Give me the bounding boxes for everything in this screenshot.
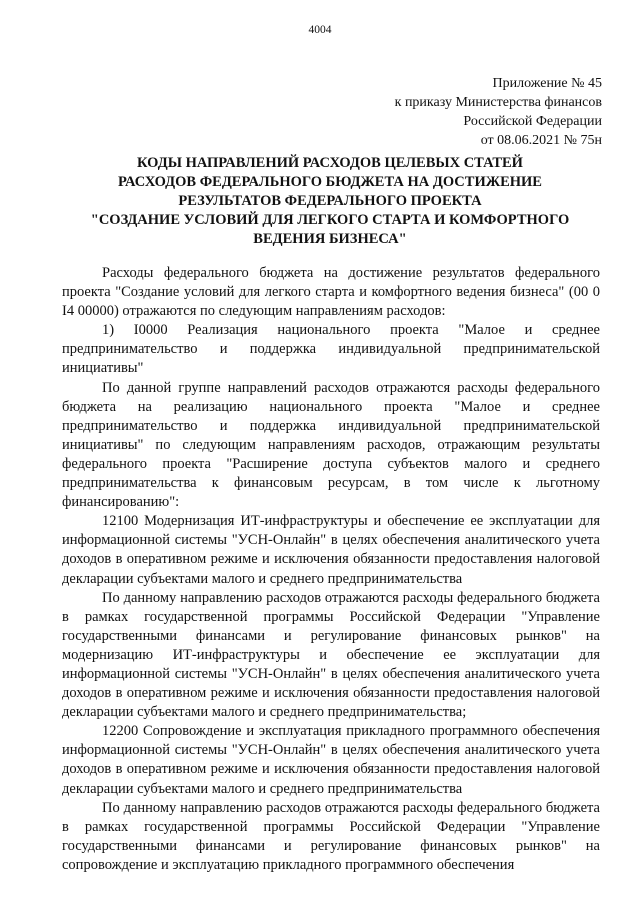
- body-paragraph: По данному направлению расходов отражаются расходы федерального бюджета в рамках государственной программы Российской Федерации "Управление государственными финансами и регулирование финансовых рынков" на сопровождение и эксплуатацию прикладного программного обеспечения: [62, 799, 600, 873]
- appendix-line: Российской Федерации: [463, 114, 602, 129]
- title-line: ВЕДЕНИЯ БИЗНЕСА": [253, 231, 407, 247]
- title-line: РАСХОДОВ ФЕДЕРАЛЬНОГО БЮДЖЕТА НА ДОСТИЖЕНИЕ: [118, 174, 542, 190]
- document-body: [62, 264, 600, 875]
- body-paragraph: Расходы федерального бюджета на достижение результатов федерального проекта "Создание условий для легкого старта и комфортного ведения бизнеса" (00 0 I4 00000) отражаются по следующим направлениям расходов:: [62, 265, 600, 320]
- page-number: 4004: [308, 24, 332, 36]
- appendix-line: от 08.06.2021 № 75н: [480, 133, 602, 148]
- appendix-block: [395, 74, 602, 150]
- document-title: [60, 154, 600, 249]
- title-line: КОДЫ НАПРАВЛЕНИЙ РАСХОДОВ ЦЕЛЕВЫХ СТАТЕЙ: [137, 155, 523, 171]
- body-paragraph: По данной группе направлений расходов отражаются расходы федерального бюджета на реализацию национального проекта "Малое и среднее предпринимательство и поддержка индивидуальной предпринимательской инициативы" по следующим направлениям расходов, отражающим результаты федерального проекта "Расширение доступа субъектов малого и среднего предпринимательства к финансовым ресурсам, в том числе к льготному финансированию":: [62, 379, 600, 511]
- body-paragraph: 12200 Сопровождение и эксплуатация прикладного программного обеспечения информационной системы "УСН-Онлайн" в целях обеспечения аналитического учета доходов в оперативном режиме и исключения обязанности предоставления налоговой декларации субъектами малого и среднего предпринимательства: [62, 723, 600, 797]
- title-line: РЕЗУЛЬТАТОВ ФЕДЕРАЛЬНОГО ПРОЕКТА: [178, 193, 482, 209]
- body-paragraph: По данному направлению расходов отражаются расходы федерального бюджета в рамках государственной программы Российской Федерации "Управление государственными финансами и регулирование финансовых рынков" на модернизацию ИТ-инфраструктуры и обеспечение ее эксплуатации для информационной системы "УСН-Онлайн" в целях обеспечения аналитического учета доходов в оперативном режиме и исключения обязанности предоставления налоговой декларации субъектами малого и среднего предпринимательства;: [62, 589, 600, 721]
- title-line: "СОЗДАНИЕ УСЛОВИЙ ДЛЯ ЛЕГКОГО СТАРТА И КОМФОРТНОГО: [90, 212, 570, 228]
- appendix-line: к приказу Министерства финансов: [394, 95, 602, 110]
- body-paragraph: 12100 Модернизация ИТ-инфраструктуры и обеспечение ее эксплуатации для информационной системы "УСН-Онлайн" в целях обеспечения аналитического учета доходов в оперативном режиме и исключения обязанности предоставления налоговой декларации субъектами малого и среднего предпринимательства: [62, 513, 600, 587]
- appendix-line: Приложение № 45: [492, 76, 602, 91]
- body-paragraph: 1) I0000 Реализация национального проекта "Малое и среднее предпринимательство и поддержка индивидуальной предпринимательской инициативы": [62, 322, 600, 377]
